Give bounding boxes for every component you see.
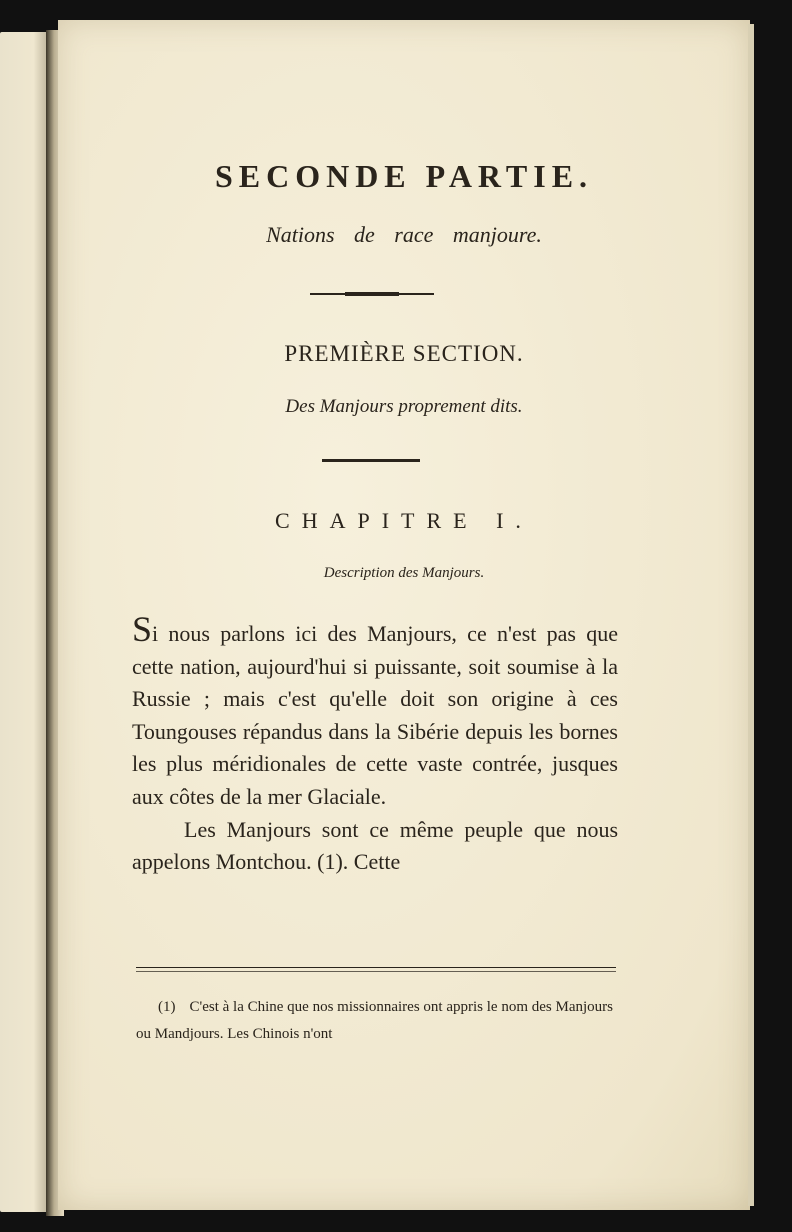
part-subtitle: Nations de race manjoure.: [266, 222, 542, 247]
paragraph-1: [132, 609, 618, 814]
chapter-title: CHAPITRE I.: [275, 508, 533, 533]
body-text: [132, 609, 618, 879]
paragraph-2: Les Manjours sont ce même peuple que nous appelons Montchou. (1). Cette: [132, 816, 618, 875]
ornamental-rule-middle: [322, 459, 420, 462]
ornamental-rule-top-center: [345, 292, 399, 296]
paragraph-1-text: i nous parlons ici des Manjours, ce n'est pas que cette nation, aujourd'hui si puissante, soit soumise à la Russie ; mais c'est qu'elle doit son origine à ces Toungouses répandus dans la Sibérie depuis les bornes les plus méridionales de cette vaste contrée, jusques aux côtes de la mer Glaciale.: [132, 621, 618, 809]
footnote: [136, 994, 626, 1048]
footnote-text: C'est à la Chine que nos missionnaires ont appris le nom des Manjours ou Mandjours. Les Chinois n'ont: [136, 999, 613, 1042]
section-subtitle: Des Manjours proprement dits.: [285, 396, 523, 417]
section-title: PREMIÈRE SECTION.: [284, 341, 524, 366]
facing-page-edge: [0, 32, 48, 1212]
footnote-mark: (1): [158, 999, 176, 1015]
footnote-rule: [136, 967, 616, 968]
drop-cap: S: [132, 609, 153, 649]
chapter-subtitle: Description des Manjours.: [323, 565, 485, 581]
part-title: SECONDE PARTIE.: [214, 158, 594, 194]
footnote-rule-secondary: [136, 971, 616, 972]
page-fore-edge: [748, 24, 754, 1206]
